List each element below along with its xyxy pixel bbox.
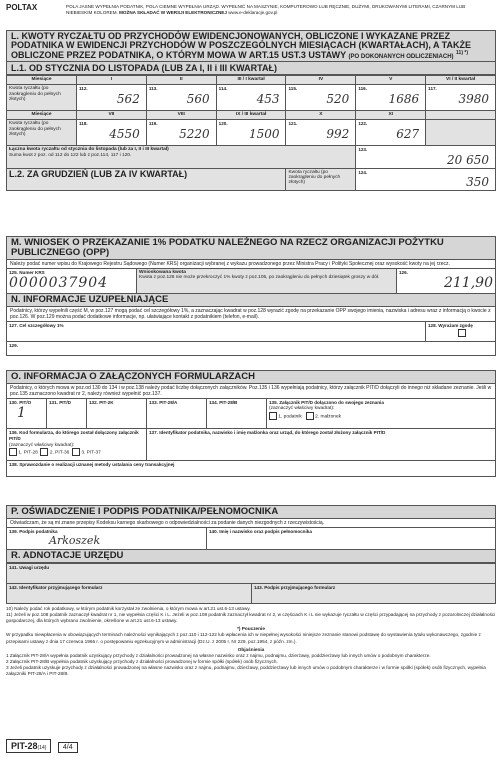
section-m-title: M. WNIOSEK O PRZEKAZANIE 1% PODATKU NALEŻNEGO NA RZECZ ORGANIZACJI POŻYTKU PUBLICZNEGO (OPP) bbox=[6, 236, 496, 260]
field-number: 121. bbox=[288, 121, 298, 127]
amount-field[interactable] bbox=[146, 85, 216, 111]
kwota-label: Wnioskowana kwota bbox=[139, 269, 186, 275]
f137-field[interactable] bbox=[147, 428, 496, 460]
page-number: 4/4 bbox=[58, 742, 78, 753]
pit-o-value: 1 bbox=[17, 405, 26, 422]
field-number: 116. bbox=[358, 86, 367, 92]
l2-title: L.2. ZA GRUDZIEŃ (LUB ZA IV KWARTAŁ) bbox=[7, 168, 286, 190]
month-header: VIII bbox=[146, 111, 216, 120]
f135-field bbox=[267, 398, 496, 428]
amount-value: 520 bbox=[326, 91, 350, 106]
field-number: 123. bbox=[358, 147, 368, 153]
month-header: X bbox=[286, 111, 356, 120]
field-number: 134. PIT-28/B bbox=[209, 399, 238, 405]
f135-sub: (zaznaczyć właściwy kwadrat): bbox=[269, 406, 335, 412]
objasnienia-title: Objaśnienia bbox=[237, 646, 265, 652]
podpis-przyjmujacego-label: 143. Podpis przyjmującego formularz bbox=[254, 584, 336, 590]
cel-label: 127. Cel szczegółowy 1% bbox=[9, 322, 64, 328]
total-label: Łączna kwota ryczałtu od stycznia do listopada (lub za I, II i III kwartał) bbox=[9, 147, 169, 153]
zgoda-label: 128. Wyrażam zgodę bbox=[428, 322, 473, 328]
section-m bbox=[6, 236, 496, 294]
amount-field[interactable] bbox=[216, 120, 286, 146]
l2-field[interactable] bbox=[356, 168, 496, 190]
krs-field[interactable] bbox=[7, 268, 137, 293]
field-number: 112. bbox=[79, 86, 88, 92]
f135-opt1: 1. podatnik bbox=[278, 413, 302, 419]
blank-cell bbox=[426, 120, 496, 146]
amount-value: 1500 bbox=[248, 126, 280, 141]
kwota-zl: 211 bbox=[443, 275, 471, 292]
section-l bbox=[6, 30, 496, 191]
pit-28a-field[interactable] bbox=[147, 398, 207, 428]
month-header: VI / II kwartał bbox=[426, 76, 496, 85]
months-label: Miesiące bbox=[7, 76, 77, 85]
zgoda-checkbox[interactable] bbox=[458, 329, 466, 337]
footnotes bbox=[6, 606, 496, 677]
form-header bbox=[6, 3, 496, 29]
section-l1-title: L.1. OD STYCZNIA DO LISTOPADA (LUB ZA I, II i III KWARTAŁ) bbox=[6, 62, 496, 75]
f136-field bbox=[7, 428, 147, 460]
pit-28b-field[interactable] bbox=[207, 398, 267, 428]
f136-checkbox-2[interactable] bbox=[40, 448, 48, 456]
amount-value: 992 bbox=[326, 126, 350, 141]
info-label: 129. bbox=[9, 342, 18, 348]
amount-field[interactable] bbox=[216, 85, 286, 111]
section-o bbox=[6, 370, 496, 477]
section-o-desc: Podatnicy, o których mowa w poz.od 130 do 134 i w poz.138 należy podać liczbę dołączonych załączników. Poz.135 i 136 wypełniają podatnicy, którzy załącznik PIT/D dołączyli do innego niż składane zeznanie. Jeśli w poz.135 zaznaczono kwadrat nr 2, należy również wypełnić poz.137. bbox=[6, 384, 496, 398]
section-m-desc: Należy podać numer wpisu do Krajowego Rejestru Sądowego (Numer KRS) organizacji wybranej z wykazu prowadzonego przez Ministra Pracy i Polityki Społecznej oraz wysokość kwoty na jej rzecz. bbox=[6, 260, 496, 268]
month-header: I bbox=[77, 76, 147, 85]
total-sub: Suma kwot z poz. od 112 do 122 lub z poz.114, 117 i 120. bbox=[9, 152, 132, 158]
amount-value: 4550 bbox=[109, 126, 140, 141]
f138-label: 138. Sprawozdanie o realizacji uznanej metody ustalania ceny transakcyjnej bbox=[9, 461, 175, 467]
amount-field[interactable] bbox=[426, 85, 496, 111]
month-header: V bbox=[356, 76, 426, 85]
f136-checkbox-3[interactable] bbox=[72, 448, 80, 456]
r-table bbox=[6, 563, 496, 604]
header-url[interactable]: www.e-deklaracje.gov.pl bbox=[228, 9, 278, 15]
uwagi-field bbox=[7, 563, 496, 583]
podpis-przyjmujacego-field bbox=[252, 583, 496, 603]
note-11: 11) Jeżeli w poz.108 podatnik zaznaczył kwadrat nr 1, nie wypełnia części K i L. Jeżeli w poz.108 podatnik zaznaczył kwadrat nr 2, w częściach K i L nie wykazuje ryczałtu w części przypadającej na przychody z pozarolniczej działalności gospodarczej, dla których wybrano zwolnienie, określone w art.21 ust.6-13 ustawy. bbox=[6, 612, 496, 624]
pit-2k-field[interactable] bbox=[87, 398, 147, 428]
amount-value: 5220 bbox=[179, 126, 210, 141]
pit-d-field[interactable] bbox=[47, 398, 87, 428]
poltax-label: POLTAX bbox=[6, 3, 38, 12]
section-o-title: O. INFORMACJA O ZAŁĄCZONYCH FORMULARZACH bbox=[6, 370, 496, 384]
section-r bbox=[6, 549, 496, 604]
field-number: 122. bbox=[358, 121, 368, 127]
kwota-gr: 90 bbox=[475, 275, 493, 292]
section-n-desc: Podatnicy, którzy wypełnili część M, w poz.127 mogą podać cel szczegółowy 1%, a zaznaczając kwadrat w poz.128 wyrazić zgodę na przekazanie OPP swojego imienia, nazwiska i adresu wraz z informacją o kwocie z poz.126. W poz.129 można podać dodatkowe informacje, np. ułatwiające kontakt z podatnikiem (telefon, e-mail). bbox=[6, 307, 496, 321]
section-p bbox=[6, 505, 496, 552]
kwota-field[interactable] bbox=[397, 268, 496, 293]
podpis-label: 139. Podpis podatnika bbox=[9, 528, 58, 534]
f135-checkbox-podatnik[interactable] bbox=[269, 412, 277, 420]
amount-field[interactable] bbox=[356, 120, 426, 146]
month-header: VII bbox=[77, 111, 147, 120]
total-label-cell bbox=[7, 146, 356, 168]
amount-value: 453 bbox=[256, 91, 280, 106]
month-header: XI bbox=[356, 111, 426, 120]
f135-checkbox-malzonek[interactable] bbox=[306, 412, 314, 420]
field-number: 126. bbox=[399, 269, 408, 275]
amount-field[interactable] bbox=[286, 120, 356, 146]
krs-label: 125. Numer KRS bbox=[9, 269, 45, 275]
field-number: 130. PIT/O bbox=[9, 399, 32, 405]
pelnomocnik-field[interactable] bbox=[207, 527, 496, 551]
field-number: 131. PIT/D bbox=[49, 399, 71, 405]
header-note bbox=[66, 4, 490, 15]
l2-value: 350 bbox=[466, 175, 489, 190]
krs-value: 0000037904 bbox=[9, 275, 109, 292]
kwota-value: 211,90 bbox=[443, 275, 493, 292]
uwagi-label: 141. Uwagi urzędu bbox=[9, 564, 50, 570]
amount-value: 627 bbox=[396, 126, 420, 141]
field-number: 115. bbox=[288, 86, 298, 92]
month-header: III / I kwartał bbox=[216, 76, 286, 85]
field-number: 113. bbox=[148, 86, 158, 92]
amount-field[interactable] bbox=[146, 120, 216, 146]
amount-value: 562 bbox=[116, 91, 140, 106]
total-value: 20 650 bbox=[447, 152, 489, 167]
m-table bbox=[6, 268, 496, 294]
section-l-title-mark: 11) *) bbox=[456, 49, 468, 56]
section-p-desc: Oświadczam, że są mi znane przepisy Kodeksu karnego skarbowego o odpowiedzialności za podanie danych niezgodnych z rzeczywistością. bbox=[6, 519, 496, 527]
blank-cell bbox=[426, 111, 496, 120]
f136-sub: (zaznaczyć właściwy kwadrat): bbox=[9, 442, 75, 448]
kwota-sub: Kwota z poz.126 nie może przekroczyć 1% kwoty z poz.105, po zaokrągleniu do pełnych dziesiątek groszy w dół. bbox=[139, 275, 380, 281]
amount-field[interactable] bbox=[286, 85, 356, 111]
form-name: PIT-28 bbox=[11, 741, 38, 751]
f135-label: 135. Załącznik PIT/D dołączono do swojego zeznania bbox=[269, 399, 384, 405]
form-id bbox=[6, 739, 51, 753]
pelnomocnik-label: 140. Imię i nazwisko oraz podpis pełnomocnika bbox=[209, 528, 312, 534]
podpis-field[interactable] bbox=[7, 527, 207, 551]
f135-opt2: 2. małżonek bbox=[315, 413, 342, 419]
month-header: II bbox=[146, 76, 216, 85]
header-note-bold: MOŻNA SKŁADAĆ W WERSJI ELEKTRONICZNEJ bbox=[119, 9, 227, 15]
n-table bbox=[6, 321, 496, 356]
amount-label: Kwota ryczałtu (po zaokrągleniu do pełnych złotych) bbox=[7, 120, 77, 146]
info-field[interactable] bbox=[7, 341, 496, 355]
field-number: 118. bbox=[79, 121, 88, 127]
section-p-title: P. OŚWIADCZENIE I PODPIS PODATNIKA/PEŁNOMOCNIKA bbox=[6, 505, 496, 519]
objasnienie-1: 1 Załącznik PIT-28/A wypełnia podatnik uzyskujący przychody z działalności prowadzonej na własne nazwisko oraz z najmu, podnajmu, dzierżawy, poddzierżawy lub innych umów o podobnym charakterze. bbox=[6, 652, 431, 658]
form-version: (14) bbox=[37, 745, 47, 751]
f137-label: 137. Identyfikator podatnika, nazwisko i imię małżonka oraz urząd, do którego został złożony załącznik PIT/D bbox=[149, 429, 386, 435]
total-field[interactable] bbox=[356, 146, 496, 168]
section-r-title: R. ADNOTACJE URZĘDU bbox=[6, 549, 496, 563]
months-label: Miesiące bbox=[7, 111, 77, 120]
pouczenie-text: W przypadku niewpłacenia w obowiązujących terminach należności wynikających z poz.110 i 112-122 lub wpłacenia ich w niepełnej wysokości niniejsze zeznanie stanowi podstawę do wystawienia tytułu wykonawczego, zgodnie z przepisami ustawy z dnia 17 czerwca 1966 r. o postępowaniu egzekucyjnym w administracji (Dz.U. z 2005 r. Nr 229, poz.1954, z późn. zm.). bbox=[6, 632, 481, 644]
month-header: IV bbox=[286, 76, 356, 85]
amount-value: 3980 bbox=[458, 91, 489, 106]
o-table bbox=[6, 398, 496, 477]
pit-o-field[interactable] bbox=[7, 398, 47, 428]
signature: Arkoszek bbox=[49, 534, 101, 548]
section-l-title-text: L. KWOTY RYCZAŁTU OD PRZYCHODÓW EWIDENCJONOWANYCH, OBLICZONE I WYKAZANE PRZEZ PODATNIKA W EWIDENCJI PRZYCHODÓW W POSZCZEGÓLNYCH MIESIĄCACH (KWARTAŁACH), A TAKŻE OBLICZONE PRZEZ PODATNIKA, O KTÓRYM MOWA W ART.15 UST.3 USTAWY bbox=[11, 31, 471, 60]
amount-field[interactable] bbox=[77, 85, 147, 111]
note-10: 10) Należy podać rok podatkowy, w którym podatnik korzystał ze zwolnienia, o którym mowa w art.21 ust.6-13 ustawy. bbox=[6, 606, 251, 611]
month-header: IX / III kwartał bbox=[216, 111, 286, 120]
amount-label: Kwota ryczałtu (po zaokrągleniu do pełnych złotych) bbox=[7, 85, 77, 111]
cel-field[interactable] bbox=[7, 321, 426, 341]
section-l-title-suffix: (PO DOKONANYCH ODLICZENIACH) bbox=[348, 53, 454, 60]
f136-opt: 3. PIT-37 bbox=[81, 450, 101, 456]
l2-label: Kwota ryczałtu (po zaokrągleniu do pełnych złotych) bbox=[286, 168, 356, 190]
objasnienie-2: 2 Załącznik PIT-28/B wypełnia podatnik uzyskujący przychody z działalności prowadzonej w formie spółki (spółek) osób fizycznych. bbox=[6, 658, 278, 664]
pouczenie-title: *) Pouczenie bbox=[237, 626, 265, 632]
f136-label: 136. Kod formularza, do którego został dołączony załącznik PIT/D bbox=[9, 429, 139, 442]
field-number: 119. bbox=[148, 121, 158, 127]
identyfikator-label: 142. Identyfikator przyjmującego formularz bbox=[9, 584, 103, 590]
f136-opt: 1. PIT-28 bbox=[18, 450, 38, 456]
amount-field[interactable] bbox=[77, 120, 147, 146]
section-n bbox=[6, 293, 496, 356]
header-note-text: POLA JASNE WYPEŁNIA PODATNIK, POLA CIEMNE WYPEŁNIA URZĄD. WYPEŁNIĆ NA MASZYNIE, KOMPUTEROWO LUB RĘCZNIE, DUŻYMI, DRUKOWANYMI LITERAMI, CZARNYM LUB NIEBIESKIM KOLOREM. bbox=[66, 4, 466, 15]
amount-field[interactable] bbox=[356, 85, 426, 111]
amount-value: 1686 bbox=[388, 91, 420, 106]
objasnienie-3: 3 Jeżeli podatnik uzyskuje przychody z działalności prowadzonej na własne nazwisko oraz z najmu, podnajmu, dzierżawy, poddzierżawy lub innych umów o podobnym charakterze i w formie spółki (spółek) osób fizycznych, wypełnia załączniki PIT-28/A i PIT-28/B. bbox=[6, 664, 486, 677]
form-footer bbox=[6, 736, 496, 754]
f136-opt: 2. PIT-36 bbox=[49, 450, 70, 456]
zgoda-field[interactable] bbox=[426, 321, 496, 341]
field-number: 120. bbox=[218, 121, 228, 127]
f136-checkbox-1[interactable] bbox=[9, 448, 17, 456]
field-number: 124. bbox=[358, 169, 368, 175]
l1-table bbox=[6, 75, 496, 191]
field-number: 114. bbox=[218, 86, 228, 92]
section-l-title bbox=[6, 30, 496, 62]
field-number: 133. PIT-28/A bbox=[149, 399, 178, 405]
amount-value: 560 bbox=[186, 91, 210, 106]
field-number: 132. PIT-2K bbox=[89, 399, 114, 405]
identyfikator-field bbox=[7, 583, 252, 603]
field-number: 117. bbox=[428, 86, 437, 92]
f138-field[interactable] bbox=[7, 460, 496, 476]
section-n-title: N. INFORMACJE UZUPEŁNIAJĄCE bbox=[6, 293, 496, 307]
kwota-label-cell bbox=[137, 268, 397, 293]
